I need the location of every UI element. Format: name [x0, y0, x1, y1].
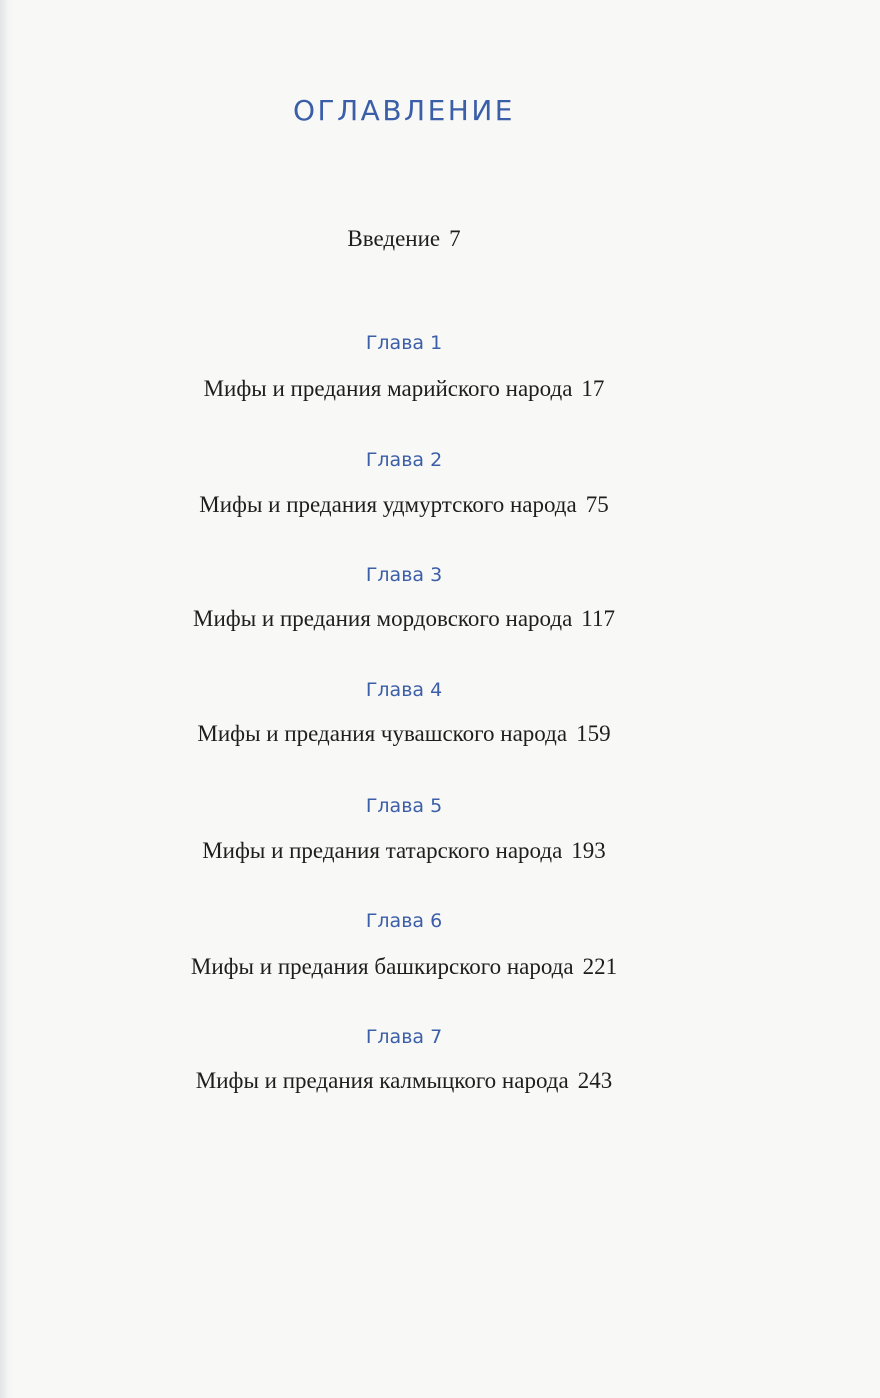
toc-entry-chapter-5 — [0, 838, 808, 864]
intro-page-number: 7 — [449, 226, 461, 251]
chapter-1-label: Глава 1 — [365, 332, 443, 354]
chapter-7-page-number: 243 — [577, 1068, 613, 1093]
toc-entry-chapter-7 — [0, 1068, 808, 1094]
toc-entry-chapter-4 — [0, 721, 808, 747]
intro-title: Введение — [347, 226, 441, 251]
chapter-4-label: Глава 4 — [365, 679, 443, 701]
toc-entry-chapter-3 — [0, 606, 808, 632]
chapter-6-label: Глава 6 — [365, 910, 443, 932]
toc-title: ОГЛАВЛЕНИЕ — [293, 94, 515, 127]
chapter-3-label: Глава 3 — [365, 564, 443, 586]
chapter-4-title: Мифы и предания чувашского народа — [197, 721, 568, 746]
toc-entry-chapter-2 — [0, 492, 808, 518]
chapter-2-label: Глава 2 — [365, 449, 443, 471]
chapter-7-label: Глава 7 — [365, 1026, 443, 1048]
chapter-1-page-number: 17 — [581, 376, 605, 401]
chapter-2-title: Мифы и предания удмуртского народа — [199, 492, 577, 517]
toc-entry-chapter-6 — [0, 954, 808, 980]
chapter-2-page-number: 75 — [585, 492, 609, 517]
chapter-3-page-number: 117 — [581, 606, 615, 631]
toc-entry-chapter-1 — [0, 376, 808, 402]
toc-entry-intro — [0, 226, 808, 252]
chapter-5-title: Мифы и предания татарского народа — [202, 838, 563, 863]
chapter-7-title: Мифы и предания калмыцкого народа — [195, 1068, 569, 1093]
chapter-5-label: Глава 5 — [365, 795, 443, 817]
chapter-6-title: Мифы и предания башкирского народа — [190, 954, 574, 979]
chapter-1-title: Мифы и предания марийского народа — [203, 376, 573, 401]
chapter-4-page-number: 159 — [576, 721, 611, 746]
chapter-6-page-number: 221 — [582, 954, 618, 979]
chapter-5-page-number: 193 — [571, 838, 606, 863]
chapter-3-title: Мифы и предания мордовского народа — [193, 606, 573, 631]
